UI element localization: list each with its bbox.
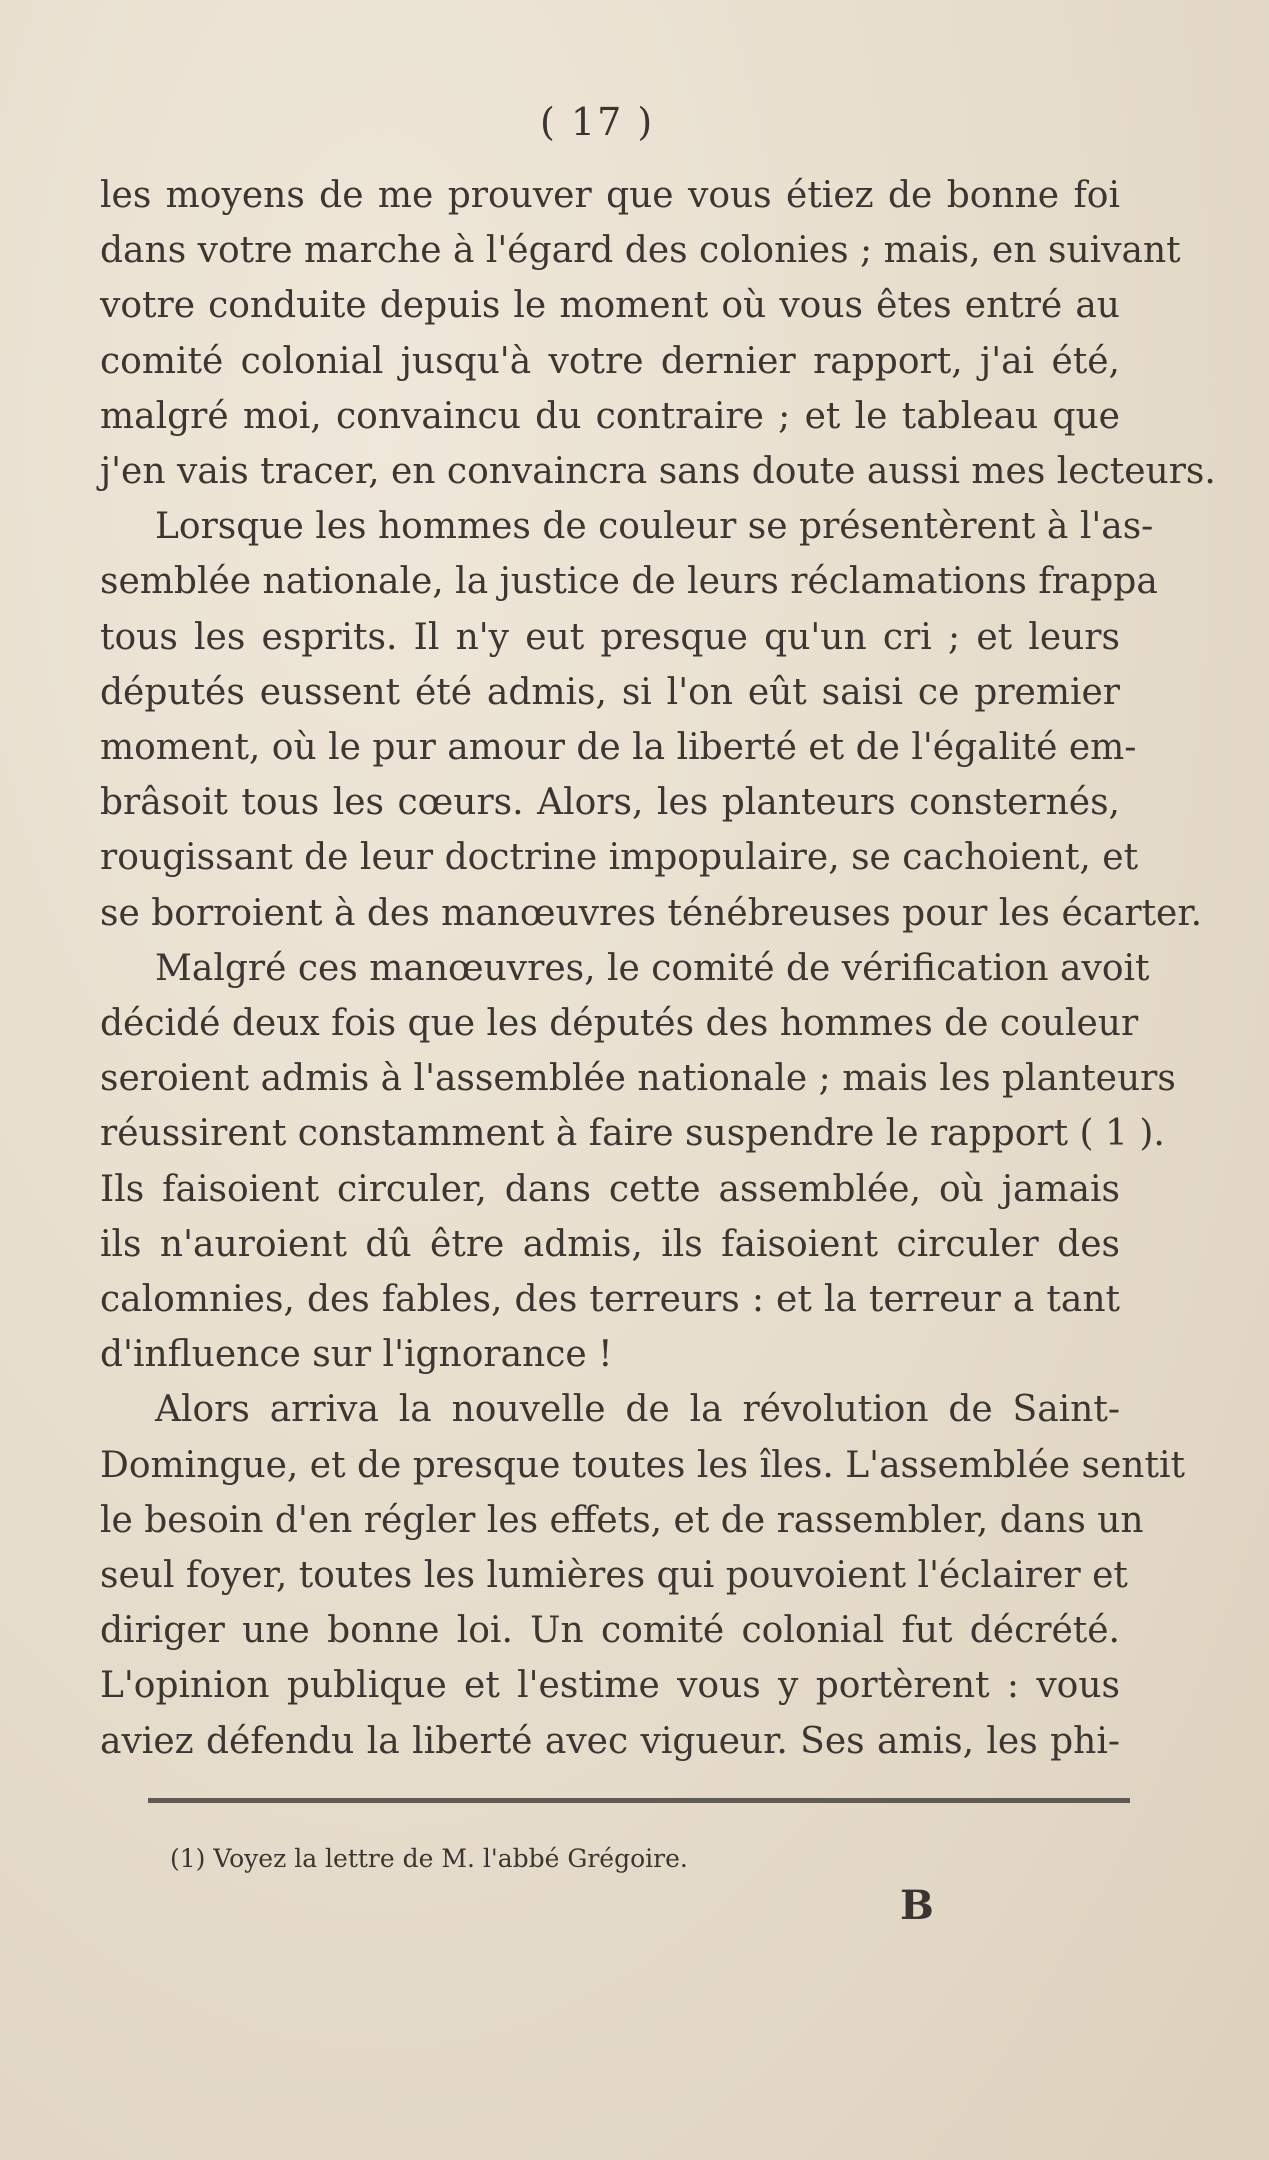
text-line: seroient admis à l'assemblée nationale ; mais les planteurs xyxy=(100,1058,1176,1100)
signature-mark: B xyxy=(900,1882,934,1929)
text-line: brâsoit tous les cœurs. Alors, les planteurs consternés, xyxy=(100,782,1120,824)
text-line: réussirent constamment à faire suspendre le rapport ( 1 ). xyxy=(100,1113,1165,1155)
text-line: moment, où le pur amour de la liberté et de l'égalité em- xyxy=(100,727,1137,769)
text-line: semblée nationale, la justice de leurs réclamations frappa xyxy=(100,561,1158,603)
text-line: décidé deux fois que les députés des hommes de couleur xyxy=(100,1003,1139,1045)
footnote-divider xyxy=(148,1798,1130,1803)
paragraph-start: Lorsque les hommes de couleur se présentèrent à l'as- xyxy=(155,506,1154,548)
text-line: aviez défendu la liberté avec vigueur. Ses amis, les phi- xyxy=(100,1720,1120,1762)
text-line: votre conduite depuis le moment où vous êtes entré au xyxy=(100,285,1120,327)
text-line: le besoin d'en régler les effets, et de rassembler, dans un xyxy=(100,1499,1144,1541)
text-line: diriger une bonne loi. Un comité colonial fut décrété. xyxy=(100,1610,1120,1652)
text-line: les moyens de me prouver que vous étiez de bonne foi xyxy=(100,175,1120,216)
text-line: L'opinion publique et l'estime vous y portèrent : vous xyxy=(100,1665,1120,1707)
text-line: calomnies, des fables, des terreurs : et la terreur a tant xyxy=(100,1279,1120,1321)
text-line: malgré moi, convaincu du contraire ; et le tableau que xyxy=(100,395,1120,437)
paragraph-start: Alors arriva la nouvelle de la révolution de Saint- xyxy=(155,1389,1120,1431)
text-line: dans votre marche à l'égard des colonies ; mais, en suivant xyxy=(100,230,1181,272)
text-line: députés eussent été admis, si l'on eût saisi ce premier xyxy=(100,671,1120,713)
text-line: rougissant de leur doctrine impopulaire, se cachoient, et xyxy=(100,837,1139,879)
body-text xyxy=(100,168,1216,1769)
text-line: Ils faisoient circuler, dans cette assemblée, où jamais xyxy=(100,1168,1120,1210)
paragraph-start: Malgré ces manœuvres, le comité de vérification avoit xyxy=(155,947,1150,989)
text-line: tous les esprits. Il n'y eut presque qu'un cri ; et leurs xyxy=(100,616,1120,658)
text-line: seul foyer, toutes les lumières qui pouvoient l'éclairer et xyxy=(100,1555,1128,1597)
text-line: ils n'auroient dû être admis, ils faisoient circuler des xyxy=(100,1223,1120,1265)
text-line: comité colonial jusqu'à votre dernier rapport, j'ai été, xyxy=(100,340,1120,382)
footnote: (1) Voyez la lettre de M. l'abbé Grégoire. xyxy=(170,1844,688,1873)
text-line: se borroient à des manœuvres ténébreuses pour les écarter. xyxy=(100,892,1203,934)
page-number: ( 17 ) xyxy=(540,100,655,144)
text-line: Domingue, et de presque toutes les îles. L'assemblée sentit xyxy=(100,1444,1185,1486)
text-line: j'en vais tracer, en convaincra sans doute aussi mes lecteurs. xyxy=(100,451,1216,493)
text-line: d'influence sur l'ignorance ! xyxy=(100,1334,613,1376)
